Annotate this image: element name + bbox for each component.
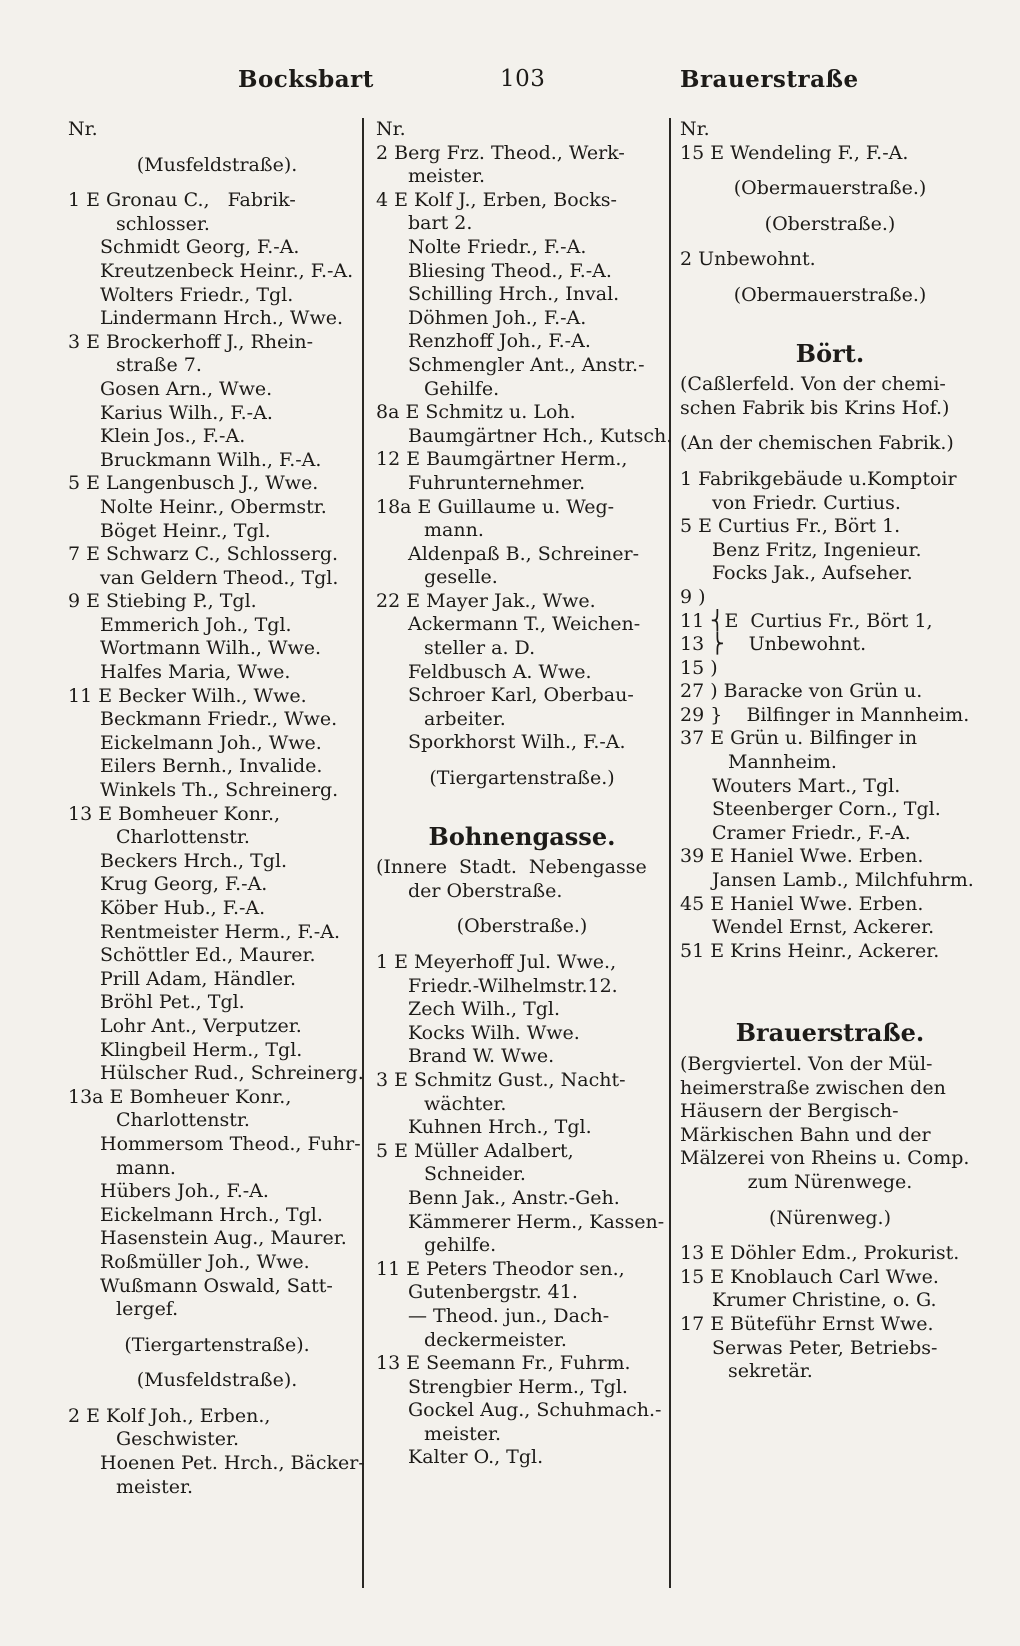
header-left-street: Bocksbart: [238, 66, 374, 93]
directory-line: Rentmeister Herm., F.-A.: [100, 920, 340, 943]
directory-line: 5 E Müller Adalbert,: [376, 1139, 574, 1162]
spacer: [68, 177, 366, 189]
directory-line: Gehilfe.: [424, 377, 500, 400]
directory-line: Schmengler Ant., Anstr.-: [408, 353, 645, 376]
section-label: (Nürenweg.): [769, 1206, 891, 1229]
directory-line: (Innere Stadt. Nebengasse: [376, 856, 647, 879]
directory-line: 9 ): [680, 585, 706, 608]
directory-line: Kocks Wilh. Wwe.: [408, 1021, 580, 1044]
directory-line: meister.: [116, 1475, 194, 1498]
spacer: [680, 963, 980, 987]
directory-line: Beckers Hrch., Tgl.: [100, 849, 288, 872]
directory-line: Fuhrunternehmer.: [408, 471, 586, 494]
directory-line: 11 E Peters Theodor sen.,: [376, 1257, 625, 1280]
directory-line: Emmerich Joh., Tgl.: [100, 613, 292, 636]
directory-line: Geschwister.: [116, 1428, 240, 1451]
directory-line: Feldbusch A. Wwe.: [408, 660, 592, 683]
directory-line: steller a. D.: [424, 637, 536, 660]
directory-line: Winkels Th., Schreinerg.: [100, 779, 339, 802]
directory-line: Bruckmann Wilh., F.-A.: [100, 448, 322, 471]
section-label: (Musfeldstraße).: [136, 1369, 298, 1392]
directory-line: mann.: [116, 1156, 176, 1179]
directory-line: 13 ⎬ Unbewohnt.: [680, 633, 867, 656]
directory-line: Hübers Joh., F.-A.: [100, 1180, 269, 1203]
directory-line: 51 E Krins Heinr., Ackerer.: [680, 939, 940, 962]
directory-line: Jansen Lamb., Milchfuhrm.: [712, 869, 974, 892]
directory-line: Bliesing Theod., F.-A.: [408, 259, 612, 282]
spacer: [68, 1393, 366, 1405]
header-right-street: Brauerstraße: [680, 66, 859, 93]
directory-line: der Oberstraße.: [408, 879, 563, 902]
directory-line: arbeiter.: [424, 707, 506, 730]
directory-line: 22 E Mayer Jak., Wwe.: [376, 589, 596, 612]
directory-line: 45 E Haniel Wwe. Erben.: [680, 892, 924, 915]
spacer: [680, 420, 980, 432]
directory-line: Krug Georg, F.-A.: [100, 873, 268, 896]
directory-line: Gosen Arn., Wwe.: [100, 377, 273, 400]
directory-line: Hülscher Rud., Schreinerg.: [100, 1062, 364, 1085]
directory-line: Lohr Ant., Verputzer.: [100, 1014, 302, 1037]
section-label: (Tiergartenstraße).: [124, 1333, 310, 1356]
directory-line: Cramer Friedr., F.-A.: [712, 821, 911, 844]
directory-line: 13 E Bomheuer Konr.,: [68, 802, 281, 825]
column-2: [376, 118, 673, 1470]
directory-line: meister.: [424, 1422, 502, 1445]
directory-line: Focks Jak., Aufseher.: [712, 562, 913, 585]
directory-line: Wußmann Oswald, Satt-: [100, 1274, 333, 1297]
spacer: [68, 1322, 366, 1334]
directory-line: Ackermann T., Weichen-: [408, 613, 641, 636]
column-nr-label: Nr.: [68, 118, 98, 140]
directory-line: Nolte Friedr., F.-A.: [408, 235, 587, 258]
directory-line: 5 E Langenbusch J., Wwe.: [68, 472, 319, 495]
spacer: [376, 791, 668, 815]
directory-line: 4 E Kolf J., Erben, Bocks-: [376, 188, 617, 211]
directory-line: 2 E Kolf Joh., Erben.,: [68, 1404, 271, 1427]
section-label: (Tiergartenstraße.): [429, 767, 615, 790]
directory-line: Gockel Aug., Schuhmach.-: [408, 1399, 662, 1422]
directory-line: mann.: [424, 519, 484, 542]
directory-line: lergef.: [116, 1298, 179, 1321]
spacer: [680, 201, 980, 213]
directory-line: 13a E Bomheuer Konr.,: [68, 1085, 292, 1108]
directory-line: Renzhoff Joh., F.-A.: [408, 330, 591, 353]
directory-line: Lindermann Hrch., Wwe.: [100, 307, 344, 330]
directory-line: (Bergviertel. Von der Mül-: [680, 1053, 933, 1075]
spacer: [680, 987, 980, 1011]
directory-line: 2 Berg Frz. Theod., Werk-: [376, 141, 625, 164]
directory-line: Serwas Peter, Betriebs-: [712, 1336, 938, 1359]
directory-line: Roßmüller Joh., Wwe.: [100, 1250, 310, 1273]
directory-line: Beckmann Friedr., Wwe.: [100, 708, 338, 731]
directory-line: Aldenpaß B., Schreiner-: [408, 542, 640, 565]
directory-line: Zech Wilh., Tgl.: [408, 998, 561, 1021]
directory-line: sekretär.: [728, 1360, 813, 1383]
spacer: [376, 903, 668, 915]
directory-line: Benz Fritz, Ingenieur.: [712, 538, 922, 561]
column-nr-label: Nr.: [680, 118, 710, 140]
directory-line: 13 E Seemann Fr., Fuhrm.: [376, 1352, 631, 1375]
directory-line: straße 7.: [116, 354, 202, 377]
directory-line: Kuhnen Hrch., Tgl.: [408, 1116, 592, 1139]
directory-line: Wolters Friedr., Tgl.: [100, 283, 294, 306]
directory-line: van Geldern Theod., Tgl.: [100, 566, 339, 589]
directory-line: Schöttler Ed., Maurer.: [100, 944, 316, 967]
directory-line: deckermeister.: [424, 1328, 567, 1351]
directory-line: 18a E Guillaume u. Weg-: [376, 495, 615, 518]
directory-line: Häusern der Bergisch-: [680, 1100, 899, 1123]
directory-line: Schilling Hrch., Inval.: [408, 283, 620, 306]
directory-line: 1 E Gronau C., Fabrik-: [68, 189, 296, 212]
directory-line: 12 E Baumgärtner Herm.,: [376, 448, 628, 471]
directory-line: Steenberger Corn., Tgl.: [712, 798, 941, 821]
directory-line: 37 E Grün u. Bilfinger in: [680, 727, 918, 750]
directory-line: 1 E Meyerhoff Jul. Wwe.,: [376, 951, 617, 973]
directory-line: Nolte Heinr., Obermstr.: [100, 495, 327, 518]
directory-line: Strengbier Herm., Tgl.: [408, 1375, 628, 1398]
directory-line: Sporkhorst Wilh., F.-A.: [408, 731, 626, 754]
directory-line: Wortmann Wilh., Wwe.: [100, 637, 322, 660]
directory-line: von Friedr. Curtius.: [712, 491, 901, 514]
column-3: [680, 118, 980, 1384]
section-label: (Oberstraße.): [456, 915, 588, 938]
section-label: (Oberstraße.): [764, 212, 896, 235]
directory-line: bart 2.: [408, 212, 473, 235]
spacer: [680, 236, 980, 248]
directory-line: Eickelmann Hrch., Tgl.: [100, 1203, 323, 1226]
street-heading: Bört.: [795, 338, 865, 368]
directory-line: 3 E Schmitz Gust., Nacht-: [376, 1068, 626, 1091]
spacer: [680, 165, 980, 177]
directory-line: 15 E Knoblauch Carl Wwe.: [680, 1265, 939, 1288]
spacer: [68, 1357, 366, 1369]
spacer: [68, 142, 366, 154]
directory-line: Charlottenstr.: [116, 1109, 250, 1132]
street-heading: Brauerstraße.: [735, 1018, 925, 1048]
directory-line: Böget Heinr., Tgl.: [100, 519, 271, 542]
directory-line: 5 E Curtius Fr., Bört 1.: [680, 515, 901, 538]
spacer: [376, 755, 668, 767]
page-number: 103: [500, 66, 546, 92]
directory-line: Klein Jos., F.-A.: [100, 425, 246, 448]
directory-line: Prill Adam, Händler.: [100, 967, 297, 990]
spacer: [680, 272, 980, 284]
directory-line: Schroer Karl, Oberbau-: [408, 684, 634, 707]
directory-line: Kalter O., Tgl.: [408, 1446, 544, 1469]
directory-line: Schneider.: [424, 1163, 526, 1186]
column-divider: [669, 118, 671, 1588]
directory-line: 15 ): [680, 656, 718, 679]
directory-line: Karius Wilh., F.-A.: [100, 401, 273, 424]
spacer: [680, 1195, 980, 1207]
spacer: [680, 456, 980, 468]
section-label: (Obermauerstraße.): [733, 283, 927, 306]
directory-line: Hoenen Pet. Hrch., Bäcker-: [100, 1452, 365, 1475]
directory-line: 9 E Stiebing P., Tgl.: [68, 590, 257, 613]
directory-line: Halfes Maria, Wwe.: [100, 661, 291, 684]
directory-line: wächter.: [424, 1092, 507, 1115]
directory-line: 8a E Schmitz u. Loh.: [376, 401, 576, 424]
directory-line: Hasenstein Aug., Maurer.: [100, 1227, 347, 1250]
directory-line: 15 E Wendeling F., F.-A.: [680, 141, 909, 164]
directory-line: schen Fabrik bis Krins Hof.): [680, 396, 950, 419]
section-label: (Obermauerstraße.): [733, 177, 927, 200]
directory-line: Kreutzenbeck Heinr., F.-A.: [100, 259, 354, 282]
spacer: [680, 1230, 980, 1242]
directory-line: 11 E Becker Wilh., Wwe.: [68, 684, 307, 707]
directory-line: — Theod. jun., Dach-: [408, 1304, 610, 1327]
directory-line: Brand W. Wwe.: [408, 1045, 555, 1068]
directory-line: Klingbeil Herm., Tgl.: [100, 1038, 303, 1061]
directory-line: gehilfe.: [424, 1234, 497, 1257]
directory-line: (An der chemischen Fabrik.): [680, 432, 954, 455]
directory-line: geselle.: [424, 566, 498, 589]
directory-line: 3 E Brockerhoff J., Rhein-: [68, 330, 313, 353]
directory-line: Schmidt Georg, F.-A.: [100, 236, 300, 259]
section-label: (Musfeldstraße).: [136, 153, 298, 176]
directory-line: Hommersom Theod., Fuhr-: [100, 1132, 361, 1155]
directory-line: Charlottenstr.: [116, 826, 250, 849]
directory-line: Wouters Mart., Tgl.: [712, 774, 901, 797]
column-nr-label: Nr.: [376, 118, 406, 140]
directory-line: (Caßlerfeld. Von der chemi-: [680, 373, 946, 396]
directory-line: 2 Unbewohnt.: [680, 248, 816, 271]
directory-line: Benn Jak., Anstr.-Geh.: [408, 1186, 620, 1209]
directory-line: Döhmen Joh., F.-A.: [408, 306, 587, 329]
spacer: [680, 308, 980, 332]
directory-line: schlosser.: [116, 212, 210, 235]
column-1: [68, 118, 366, 1499]
directory-line: Mälzerei von Rheins u. Comp.: [680, 1147, 970, 1170]
directory-line: Krumer Christine, o. G.: [712, 1289, 937, 1312]
directory-line: heimerstraße zwischen den: [680, 1076, 946, 1099]
directory-line: 27 ) Baracke von Grün u.: [680, 680, 923, 703]
directory-line: 39 E Haniel Wwe. Erben.: [680, 845, 924, 868]
directory-line: 7 E Schwarz C., Schlosserg.: [68, 543, 339, 566]
directory-line: 29 } Bilfinger in Mannheim.: [680, 703, 970, 726]
directory-line: Friedr.-Wilhelmstr.12.: [408, 974, 618, 997]
directory-line: 1 Fabrikgebäude u.Komptoir: [680, 467, 957, 490]
directory-line: Märkischen Bahn und der: [680, 1123, 931, 1146]
directory-line: 13 E Döhler Edm., Prokurist.: [680, 1242, 960, 1265]
directory-line: Gutenbergstr. 41.: [408, 1281, 578, 1304]
directory-line: Eilers Bernh., Invalide.: [100, 755, 323, 778]
directory-line: Eickelmann Joh., Wwe.: [100, 731, 322, 754]
directory-line: meister.: [408, 165, 486, 188]
spacer: [376, 939, 668, 951]
section-label: zum Nürenwege.: [747, 1170, 913, 1193]
directory-line: Wendel Ernst, Ackerer.: [712, 916, 935, 939]
directory-line: Köber Hub., F.-A.: [100, 897, 266, 919]
directory-line: 17 E Büteführ Ernst Wwe.: [680, 1312, 934, 1335]
directory-line: 11 ⎨E Curtius Fr., Bört 1,: [680, 609, 933, 632]
directory-line: Mannheim.: [728, 751, 837, 774]
street-heading: Bohnengasse.: [428, 821, 616, 851]
directory-line: Kämmerer Herm., Kassen-: [408, 1210, 665, 1233]
directory-line: Baumgärtner Hch., Kutsch.: [408, 424, 673, 447]
directory-line: Bröhl Pet., Tgl.: [100, 991, 245, 1014]
